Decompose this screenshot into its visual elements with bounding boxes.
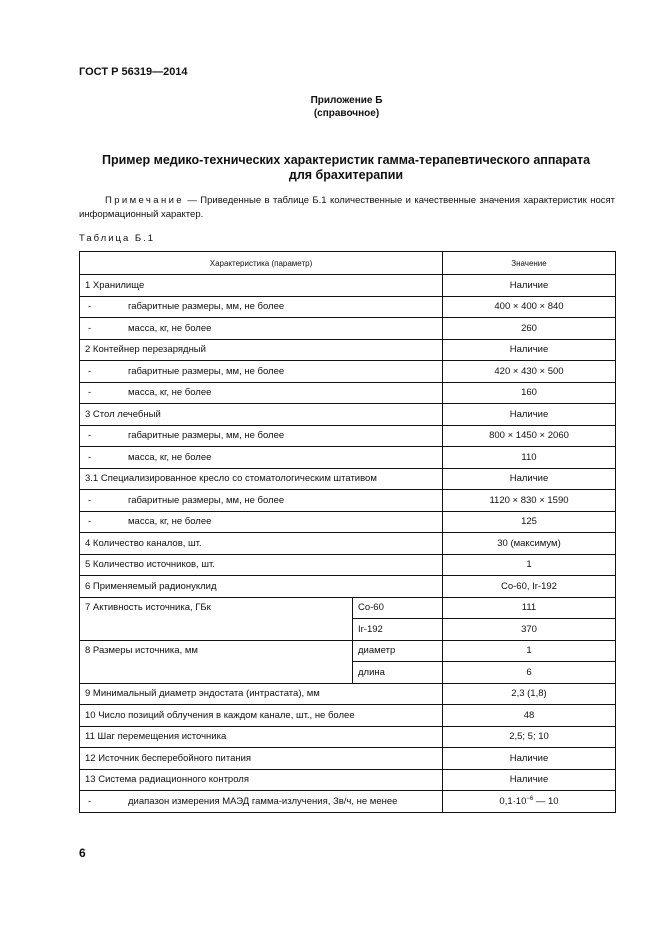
- table-row: [80, 597, 616, 619]
- value-cell: Наличие: [443, 275, 616, 297]
- table-row: [80, 404, 616, 426]
- table-row: [80, 554, 616, 576]
- value-cell: 1120 × 830 × 1590: [443, 490, 616, 512]
- value-cell: 370: [443, 619, 616, 641]
- param-cell: 12 Источник бесперебойного питания: [80, 748, 443, 770]
- param-cell: [80, 318, 443, 340]
- table-row: [80, 511, 616, 533]
- table-header-row: [80, 252, 616, 275]
- dash-mark: -: [88, 451, 92, 463]
- appendix-heading: [0, 94, 661, 120]
- table-row: [80, 447, 616, 469]
- appendix-label: Приложение Б: [310, 95, 383, 106]
- value-cell: 125: [443, 511, 616, 533]
- value-cell: Наличие: [443, 404, 616, 426]
- param-cell: 3.1 Специализированное кресло со стоматологическим штативом: [80, 468, 443, 490]
- table-row: [80, 275, 616, 297]
- table-row: [80, 683, 616, 705]
- dash-mark: -: [88, 301, 92, 313]
- appendix-type: (справочное): [313, 108, 380, 119]
- param-cell: [80, 382, 443, 404]
- param-cell: [80, 425, 443, 447]
- table-row: [80, 425, 616, 447]
- value-cell: 2,5; 5; 10: [443, 726, 616, 748]
- param-cell: [80, 511, 443, 533]
- table-row: [80, 726, 616, 748]
- table-row: [80, 339, 616, 361]
- sub-param-cell: Ir-192: [353, 619, 443, 641]
- value-cell: Наличие: [443, 769, 616, 791]
- title-line-1: Пример медико-технических характеристик гамма-терапевтического аппарата: [101, 153, 591, 167]
- param-cell: 7 Активность источника, ГБк: [80, 597, 353, 640]
- table-row: [80, 533, 616, 555]
- standard-code: ГОСТ Р 56319—2014: [79, 66, 188, 78]
- note-paragraph: [79, 194, 615, 222]
- param-cell: 5 Количество источников, шт.: [80, 554, 443, 576]
- param-cell: 3 Стол лечебный: [80, 404, 443, 426]
- value-cell: 1: [443, 554, 616, 576]
- table-row: [80, 705, 616, 727]
- table-row: [80, 490, 616, 512]
- note-label: Примечание: [105, 195, 184, 206]
- param-cell: 1 Хранилище: [80, 275, 443, 297]
- sub-param-cell: Co-60: [353, 597, 443, 619]
- table-row: [80, 296, 616, 318]
- value-cell: 2,3 (1,8): [443, 683, 616, 705]
- param-text: масса, кг, не более: [128, 322, 212, 334]
- table-row: [80, 748, 616, 770]
- note-text: — Приведенные в таблице Б.1 количественные и качественные значения характеристик носят информационный характер.: [79, 195, 615, 220]
- value-cell: 111: [443, 597, 616, 619]
- value-cell: [443, 791, 616, 813]
- sub-param-cell: длина: [353, 662, 443, 684]
- dash-mark: -: [88, 322, 92, 334]
- characteristics-table: [79, 251, 616, 813]
- param-cell: 10 Число позиций облучения в каждом канале, шт., не более: [80, 705, 443, 727]
- table-row: [80, 361, 616, 383]
- dash-mark: -: [88, 387, 92, 399]
- param-text: диапазон измерения МАЭД гамма-излучения, Зв/ч, не менее: [128, 795, 398, 807]
- value-cell: Co-60, Ir-192: [443, 576, 616, 598]
- table-caption: Таблица Б.1: [79, 233, 156, 244]
- value-cell: 6: [443, 662, 616, 684]
- dash-mark: -: [88, 494, 92, 506]
- title-line-2: для брахитерапии: [288, 168, 404, 182]
- table-row: [80, 468, 616, 490]
- param-text: габаритные размеры, мм, не более: [128, 430, 285, 442]
- param-cell: 11 Шаг перемещения источника: [80, 726, 443, 748]
- param-text: габаритные размеры, мм, не более: [128, 494, 285, 506]
- document-title: [78, 153, 614, 183]
- param-cell: [80, 791, 443, 813]
- page-number: 6: [79, 846, 86, 860]
- table-row: [80, 769, 616, 791]
- table-row: [80, 576, 616, 598]
- param-cell: 9 Минимальный диаметр эндостата (интрастата), мм: [80, 683, 443, 705]
- value-cell: 400 × 400 × 840: [443, 296, 616, 318]
- table-row: [80, 382, 616, 404]
- param-cell: [80, 296, 443, 318]
- sub-param-cell: диаметр: [353, 640, 443, 662]
- param-text: габаритные размеры, мм, не более: [128, 365, 285, 377]
- table-row: [80, 640, 616, 662]
- value-cell: 110: [443, 447, 616, 469]
- value-cell: Наличие: [443, 748, 616, 770]
- value-cell: Наличие: [443, 339, 616, 361]
- param-cell: [80, 447, 443, 469]
- param-text: габаритные размеры, мм, не более: [128, 301, 285, 313]
- param-cell: [80, 490, 443, 512]
- param-cell: 4 Количество каналов, шт.: [80, 533, 443, 555]
- dash-mark: -: [88, 795, 92, 807]
- param-cell: 6 Применяемый радионуклид: [80, 576, 443, 598]
- value-exponent: −6: [526, 795, 534, 802]
- value-cell: 30 (максимум): [443, 533, 616, 555]
- table-row: [80, 791, 616, 813]
- value-cell: Наличие: [443, 468, 616, 490]
- value-base: 0,1·10: [499, 795, 527, 807]
- param-text: масса, кг, не более: [128, 387, 212, 399]
- param-text: масса, кг, не более: [128, 516, 212, 528]
- dash-mark: -: [88, 430, 92, 442]
- dash-mark: -: [88, 516, 92, 528]
- param-cell: 13 Система радиационного контроля: [80, 769, 443, 791]
- param-cell: 8 Размеры источника, мм: [80, 640, 353, 683]
- dash-mark: -: [88, 365, 92, 377]
- value-cell: 1: [443, 640, 616, 662]
- value-tail: — 10: [533, 795, 559, 807]
- value-cell: 160: [443, 382, 616, 404]
- header-value: Значение: [443, 252, 616, 275]
- value-cell: 420 × 430 × 500: [443, 361, 616, 383]
- table-row: [80, 318, 616, 340]
- value-cell: 800 × 1450 × 2060: [443, 425, 616, 447]
- header-param: Характеристика (параметр): [80, 252, 443, 275]
- param-cell: 2 Контейнер перезарядный: [80, 339, 443, 361]
- value-cell: 48: [443, 705, 616, 727]
- param-text: масса, кг, не более: [128, 451, 212, 463]
- param-cell: [80, 361, 443, 383]
- value-cell: 260: [443, 318, 616, 340]
